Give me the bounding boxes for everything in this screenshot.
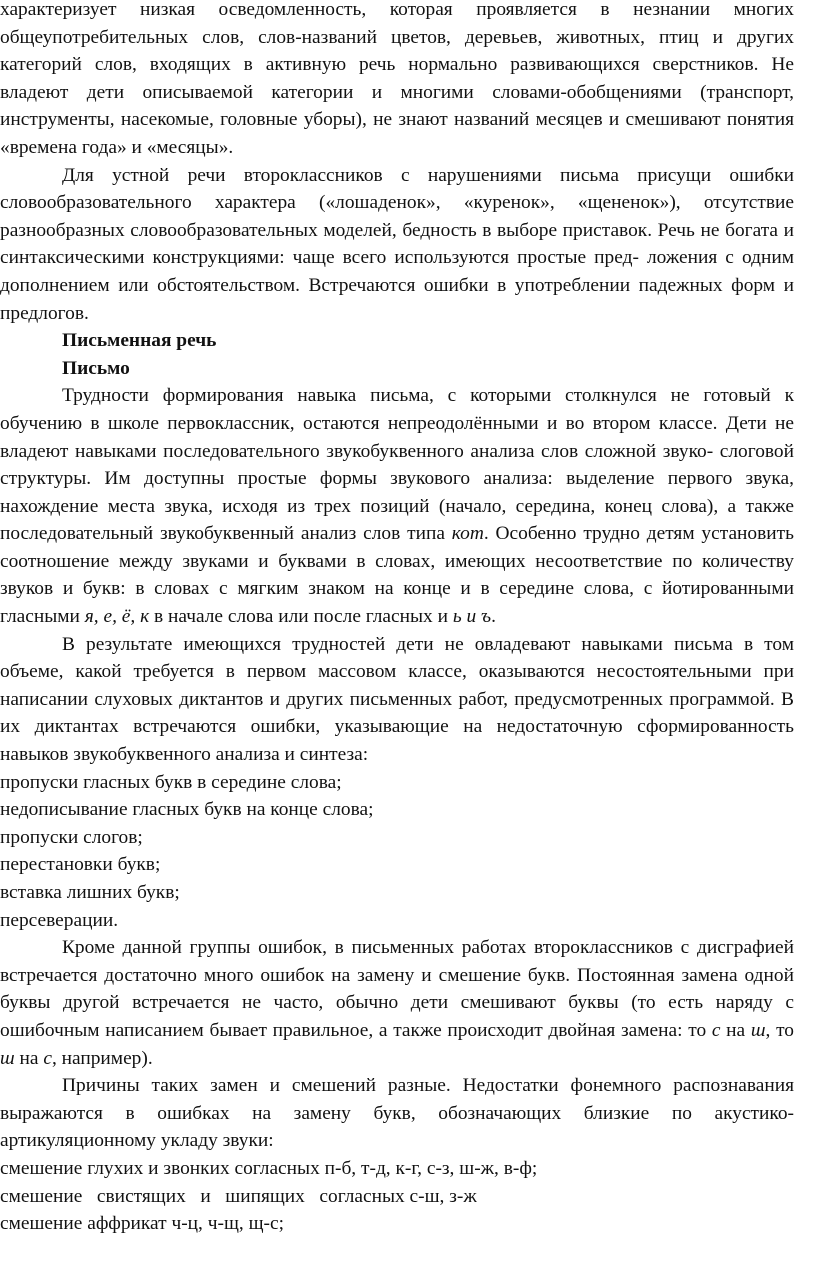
- text-segment: Трудности формирования навыка письма, с которыми столкнулся не готовый к обучению в школе первоклассник, остаются непреодолёнными и во втором классе. Дети не владеют навыками последовательного звукобуквенного анализа слов сложной звуко- слоговой структуры. Им доступны простые формы звукового анализа: выделение первого звука, нахождение места звука, исходя из трех позиций (начало, середина, конец слова), а также последовательный звукобуквенный анализ слов типа: [0, 385, 794, 545]
- italic-letter: ш: [0, 1047, 15, 1069]
- paragraph-writing-difficulties: [0, 382, 794, 630]
- italic-vowels: я, е, ё, к: [84, 606, 150, 628]
- italic-letter: с: [711, 1019, 721, 1041]
- list-item: недописывание гласных букв на конце слова;: [0, 799, 374, 821]
- list-item: пропуски слогов;: [0, 826, 143, 848]
- paragraph-causes: Причины таких замен и смешений разные. Недостатки фонемного распознавания выражаются в ошибках на замену букв, обозначающих близкие по акустико- артикуляционному укладу звуки:: [0, 1075, 794, 1152]
- heading-writing: Письмо: [62, 357, 130, 379]
- text-segment: , например).: [51, 1047, 153, 1069]
- list-item: пропуски гласных букв в середине слова;: [0, 771, 342, 793]
- paragraph-oral-speech: Для устной речи второклассников с нарушениями письма присущи ошибки словообразовательного характера («лошаденок», «куренок», «щененок»), отсутствие разнообразных словообразовательных моделей, бедность в выборе приставок. Речь не богата и синтаксическими конструкциями: чаще всего используются простые пред- ложения с одним дополнением или обстоятельством. Встречаются ошибки в употреблении падежных форм и предлогов.: [0, 164, 794, 324]
- italic-word-kot: кот: [451, 523, 484, 545]
- italic-letter: ш: [750, 1019, 766, 1041]
- error-list: [0, 769, 794, 935]
- list-item: персеверации.: [0, 909, 119, 931]
- list-item: перестановки букв;: [0, 854, 161, 876]
- text-segment: .: [491, 606, 496, 628]
- text-segment: Кроме данной группы ошибок, в письменных работах второклассников с дисграфией встречается достаточно много ошибок на замену и смешение букв. Постоянная замена одной буквы другой встречается не часто, обычно дети смешивают буквы (то есть наряду с ошибочным написанием бывает правильное, а также происходит двойная замена: то: [0, 937, 794, 1041]
- paragraph-results: В результате имеющихся трудностей дети не овладевают навыками письма в том объеме, какой требуется в первом массовом классе, оказываются несостоятельными при написании слуховых диктантов и других письменных работ, предусмотренных программой. В их диктантах встречаются ошибки, указывающие на недостаточную сформированность навыков звукобуквенного анализа и синтеза:: [0, 633, 794, 766]
- heading-written-speech: Письменная речь: [62, 330, 217, 352]
- italic-signs: ь и ъ: [452, 606, 492, 628]
- paragraph-substitutions: [0, 934, 794, 1072]
- italic-letter: с: [43, 1047, 52, 1069]
- text-segment: . Особенно трудно детям установить соотношение между звуками и буквами в словах, имеющих несоответствие по количеству звуков и букв: в словах с мягким знаком на конце и в середине слова, с йотированными гласными: [0, 523, 794, 628]
- text-segment: в начале слова или после гласных и: [149, 606, 453, 628]
- text-segment: на: [720, 1019, 751, 1041]
- list-item: смешение аффрикат ч-ц, ч-щ, щ-с;: [0, 1213, 284, 1235]
- confusion-list: [0, 1155, 794, 1238]
- text-segment: , то: [765, 1019, 795, 1041]
- text-segment: на: [14, 1047, 44, 1069]
- list-item: смешение свистящих и шипящих согласных с-ш, з-ж: [0, 1185, 477, 1207]
- paragraph-vocabulary: характеризует низкая осведомленность, которая проявляется в незнании многих общеупотребительных слов, слов-названий цветов, деревьев, животных, птиц и других категорий слов, входящих в активную речь нормально развивающихся сверстников. Не владеют дети описываемой категории и многими словами-обобщениями (транспорт, инструменты, насекомые, головные уборы), не знают названий месяцев и смешивают понятия «времена года» и «месяцы».: [0, 0, 794, 158]
- list-item: вставка лишних букв;: [0, 882, 180, 903]
- list-item: смешение глухих и звонких согласных п-б, т-д, к-г, с-з, ш-ж, в-ф;: [0, 1157, 538, 1179]
